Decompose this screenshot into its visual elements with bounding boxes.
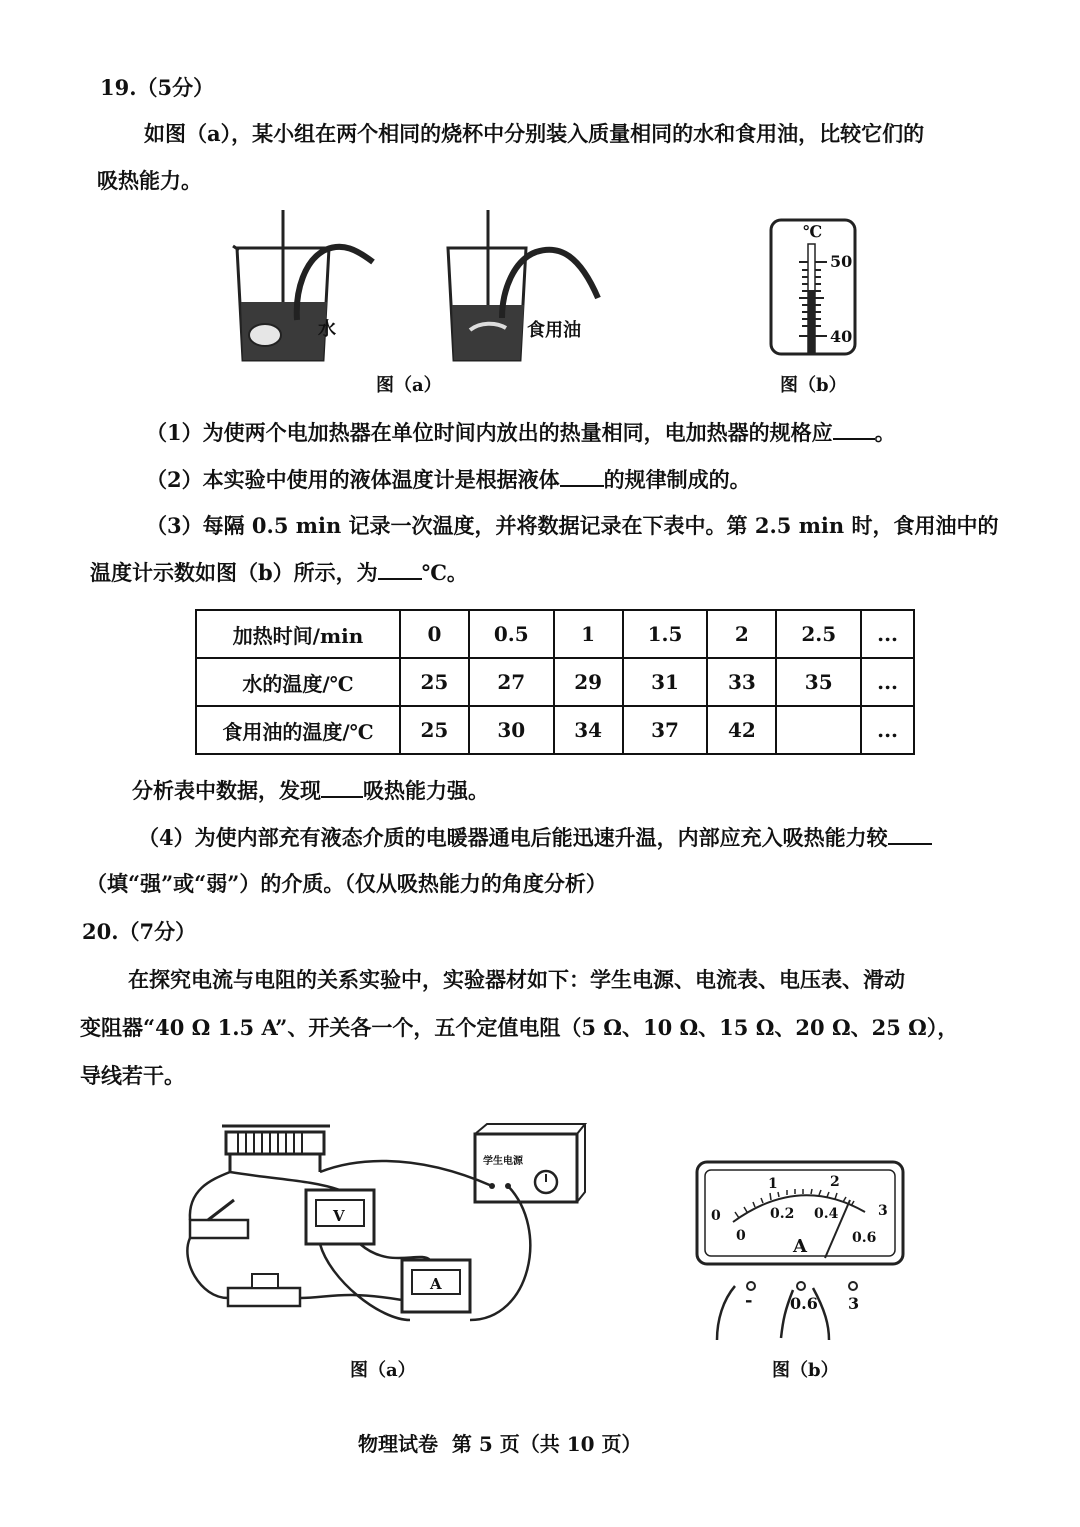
ammeter-symbol: A xyxy=(430,1275,442,1293)
table-cell: 31 xyxy=(623,658,708,706)
table-cell: 34 xyxy=(554,706,623,754)
q19-sub4-line2: （填“强”或“弱”）的介质。（仅从吸热能力的角度分析） xyxy=(86,871,607,896)
table-cell: 2 xyxy=(707,610,776,658)
table-cell: 2.5 xyxy=(776,610,861,658)
table-row xyxy=(196,706,914,754)
table-cell: 42 xyxy=(707,706,776,754)
q19-analysis-text-a: 分析表中数据，发现 xyxy=(132,778,321,803)
answer-blank[interactable] xyxy=(833,418,875,440)
table-cell: ... xyxy=(861,706,914,754)
power-supply-label: 学生电源 xyxy=(483,1156,523,1167)
row-header: 水的温度/℃ xyxy=(196,658,400,706)
q19-sub1 xyxy=(146,418,896,447)
label-oil: 食用油 xyxy=(527,320,581,341)
thermometer-unit: ℃ xyxy=(803,222,823,241)
table-cell: 25 xyxy=(400,706,469,754)
answer-blank[interactable] xyxy=(888,823,932,845)
dial-top-2: 2 xyxy=(830,1174,840,1190)
thermometer-tick-50: 50 xyxy=(830,252,853,271)
q19-sub1-text: （1）为使两个电加热器在单位时间内放出的热量相同，电加热器的规格应 xyxy=(146,420,833,445)
label-water: 水 xyxy=(318,319,336,340)
q19-sub3-text-b: ℃。 xyxy=(421,560,468,585)
row-header: 食用油的温度/℃ xyxy=(196,706,400,754)
table-cell: 27 xyxy=(469,658,554,706)
answer-blank[interactable] xyxy=(560,465,604,487)
table-cell: 37 xyxy=(623,706,708,754)
q19-analysis-text-b: 吸热能力强。 xyxy=(363,778,489,803)
table-cell: 0 xyxy=(400,610,469,658)
answer-blank[interactable] xyxy=(378,558,422,580)
q20-line1: 在探究电流与电阻的关系实验中，实验器材如下：学生电源、电流表、电压表、滑动 xyxy=(128,967,905,992)
beaker-water-figure xyxy=(225,210,385,365)
table-cell: ... xyxy=(861,610,914,658)
table-row xyxy=(196,610,914,658)
terminal-0-6: 0.6 xyxy=(790,1294,818,1313)
q19-sub3-text-a: 温度计示数如图（b）所示，为 xyxy=(90,560,378,585)
terminal-3: 3 xyxy=(848,1294,860,1313)
circuit-figure xyxy=(180,1120,590,1345)
dial-figure-caption: 图（b） xyxy=(772,1360,839,1381)
figure-a-caption: 图（a） xyxy=(376,375,442,396)
q19-sub4-text: （4）为使内部充有液态介质的电暖器通电后能迅速升温，内部应充入吸热能力较 xyxy=(138,825,888,850)
q19-sub3-line1: （3）每隔 0.5 min 记录一次温度，并将数据记录在下表中。第 2.5 min 时，食用油中的 xyxy=(146,513,999,538)
table-cell: 1 xyxy=(554,610,623,658)
q19-number: 19.（5分） xyxy=(100,75,215,100)
figure-b-caption: 图（b） xyxy=(780,375,847,396)
table-cell: 29 xyxy=(554,658,623,706)
q19-sub4-line1 xyxy=(138,823,932,852)
table-cell: 30 xyxy=(469,706,554,754)
table-cell: 25 xyxy=(400,658,469,706)
dial-top-3: 3 xyxy=(878,1203,888,1219)
table-cell: 0.5 xyxy=(469,610,554,658)
table-cell-empty[interactable] xyxy=(776,706,861,754)
q20-number: 20.（7分） xyxy=(82,919,197,944)
terminal-negative: - xyxy=(745,1290,753,1311)
dial-bottom-04: 0.4 xyxy=(814,1206,839,1222)
data-table xyxy=(195,609,915,755)
q20-line3: 导线若干。 xyxy=(80,1063,185,1088)
circuit-figure-caption: 图（a） xyxy=(350,1360,416,1381)
table-cell: 1.5 xyxy=(623,610,708,658)
q19-sub2-text-b: 的规律制成的。 xyxy=(603,467,751,492)
table-cell: 35 xyxy=(776,658,861,706)
answer-blank[interactable] xyxy=(321,776,363,798)
dial-symbol: A xyxy=(793,1236,807,1257)
q19-sub2-text-a: （2）本实验中使用的液体温度计是根据液体 xyxy=(146,467,560,492)
q19-sub1-end: 。 xyxy=(874,420,896,445)
page-footer: 物理试卷 第 5 页（共 10 页） xyxy=(358,1432,642,1456)
dial-bottom-06: 0.6 xyxy=(852,1230,877,1246)
dial-bottom-02: 0.2 xyxy=(770,1206,795,1222)
dial-top-0: 0 xyxy=(711,1208,721,1224)
row-header: 加热时间/min xyxy=(196,610,400,658)
dial-top-1: 1 xyxy=(768,1176,778,1192)
q19-analysis xyxy=(132,776,489,805)
table-cell: ... xyxy=(861,658,914,706)
q19-intro-line2: 吸热能力。 xyxy=(97,168,202,193)
q20-line2: 变阻器“40 Ω 1.5 A”、开关各一个，五个定值电阻（5 Ω、10 Ω、15 Ω、20 Ω、25 Ω）， xyxy=(80,1015,959,1040)
table-cell: 33 xyxy=(707,658,776,706)
dial-bottom-0: 0 xyxy=(736,1228,746,1244)
q19-sub2 xyxy=(146,465,751,494)
voltmeter-symbol: V xyxy=(333,1207,345,1225)
q19-sub3-line2 xyxy=(90,558,468,587)
beaker-oil-figure xyxy=(440,210,610,365)
thermometer-tick-40: 40 xyxy=(830,327,853,346)
table-row xyxy=(196,658,914,706)
q19-intro-line1: 如图（a），某小组在两个相同的烧杯中分别装入质量相同的水和食用油，比较它们的 xyxy=(144,121,925,146)
